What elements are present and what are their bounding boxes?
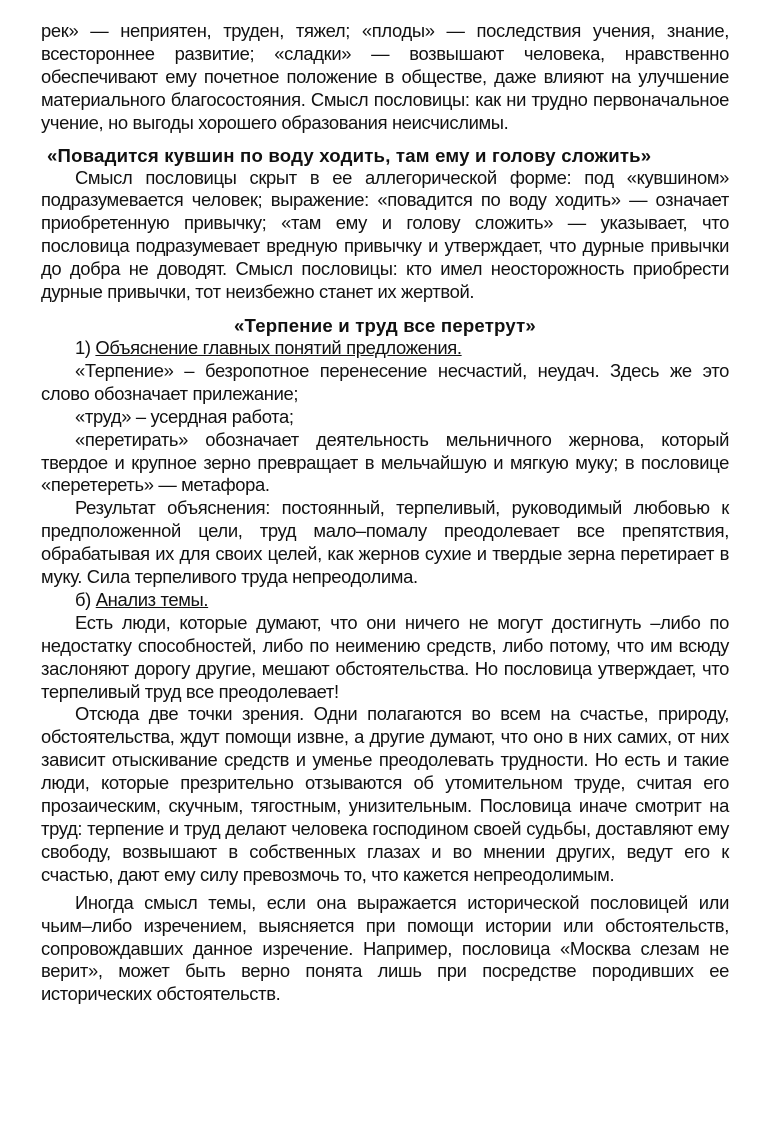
point-1-label: Объяснение главных понятий предложения. <box>95 336 462 358</box>
definition-patience: «Терпение» – безропотное перенесение несчастий, неудач. Здесь же это слово обозначает прилежание; <box>41 359 729 404</box>
result-paragraph: Результат объяснения: постоянный, терпеливый, руководимый любовью к предположенной цели, труд мало–помалу преодолевает все препятствия, обрабатывая их для своих целей, как жернов сухие и твердые зерна перетирает в муку. Сила терпеливого труда непреодолима. <box>41 497 729 588</box>
proverb-heading-jug: «Повадится кувшин по воду ходить, там ему и голову сложить» <box>47 144 652 166</box>
proverb-heading-patience: «Терпение и труд все перетрут» <box>234 314 536 336</box>
closing-paragraph: Иногда смысл темы, если она выражается исторической пословицей или чьим–либо изречением, выясняется при помощи истории или обстоятельств, сопровождавших данное изречение. Например, пословица «Москва слезам не верит», может быть верно понята лишь при посредстве породивших ее исторических обстоятельств. <box>41 891 729 1005</box>
point-2-label: Анализ темы. <box>95 588 209 610</box>
definition-grind: «перетирать» обозначает деятельность мельничного жернова, который твердое и крупное зерно превращает в мельчайшую и мягкую муку; в пословице «перетереть» — метафора. <box>41 428 729 496</box>
jug-proverb-paragraph: Смысл пословицы скрыт в ее аллегорической форме: под «кувшином» подразумевается человек; выражение: «повадится по воду ходить» — означает приобретенную привычку; «там ему и голову сложить» — указывает, что пословица подразумевает вредную привычку и утверждает, что дурные привычки до добра не доводят. Смысл пословицы: кто имел неосторожность приобрести дурные привычки, тот неизбежно станет их жертвой. <box>41 166 729 303</box>
definition-labor: «труд» – усердная работа; <box>75 405 294 427</box>
document-page <box>41 20 729 1006</box>
analysis-paragraph-1: Есть люди, которые думают, что они ничего не могут достигнуть –либо по недостатку способностей, либо по неимению средств, либо потому, что им всюду заслоняют дорогу другие, мешают обстоятельства. Но пословица утверждает, что терпеливый труд все преодолевает! <box>41 611 729 702</box>
point-1-prefix: 1) <box>75 336 96 358</box>
intro-paragraph: рек» — неприятен, труден, тяжел; «плоды» — последствия учения, знание, всестороннее развитие; «сладки» — возвышают человека, нравственно обеспечивают ему почетное положение в обществе, даже влияют на улучшение материального благосостояния. Смысл пословицы: как ни трудно первоначальное учение, но выгоды хорошего образования неисчислимы. <box>41 20 729 133</box>
point-2-prefix: б) <box>75 588 96 610</box>
point-1-line <box>41 337 729 360</box>
analysis-paragraph-2: Отсюда две точки зрения. Одни полагаются во всем на счастье, природу, обстоятельства, ждут помощи извне, а другие думают, что оно в них самих, от них зависит отыскивание средств и уменье преодолевать трудности. Но есть и такие люди, которые презрительно отзываются об утомительном труде, считая его прозаическим, скучным, тягостным, унизительным. Пословица иначе смотрит на труд: терпение и труд делают человека господином своей судьбы, доставляют ему свободу, возвышают в собственных глазах и во мнении других, ведут его к счастью, дают ему силу превозмочь то, что кажется непреодолимым. <box>41 703 729 885</box>
point-2-line <box>41 589 729 612</box>
